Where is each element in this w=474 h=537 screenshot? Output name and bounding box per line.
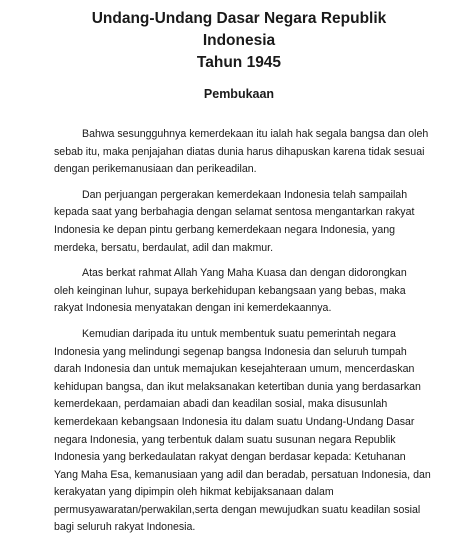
paragraph-line: kerakyatan yang dipimpin oleh hikmat kebijaksanaan dalam [54, 486, 334, 499]
paragraph-line: Indonesia ke depan pintu gerbang kemerdekaan negara Indonesia, yang [54, 223, 396, 236]
paragraph-line: Bahwa sesungguhnya kemerdekaan itu ialah hak segala bangsa dan oleh [82, 128, 429, 140]
paragraph-line: Dan perjuangan pergerakan kemerdekaan Indonesia telah sampailah [82, 188, 408, 201]
paragraph-line: negara Indonesia, yang terbentuk dalam suatu susunan negara Republik [54, 433, 396, 446]
paragraph-line: kehidupan bangsa, dan ikut melaksanakan ketertiban dunia yang berdasarkan [54, 380, 421, 393]
paragraph-line: sebab itu, maka penjajahan diatas dunia harus dihapuskan karena tidak sesuai [54, 145, 425, 158]
paragraph-line: Indonesia yang berkedaulatan rakyat dengan berdasar kepada: Ketuhanan [54, 451, 406, 464]
paragraph-line: Indonesia yang melindungi segenap bangsa Indonesia dan seluruh tumpah [54, 345, 407, 358]
paragraph-line: Kemudian daripada itu untuk membentuk suatu pemerintah negara [82, 327, 396, 340]
paragraph-3 [54, 265, 424, 318]
paragraph-line: oleh keinginan luhur, supaya berkehidupan kebangsaan yang bebas, maka [54, 284, 406, 297]
paragraph-2 [54, 187, 424, 257]
paragraph-line: Yang Maha Esa, kemanusiaan yang adil dan beradab, persatuan Indonesia, dan [54, 468, 431, 481]
title-line-1: Undang-Undang Dasar Negara Republik Indonesia [91, 10, 387, 49]
document-body [54, 126, 431, 537]
paragraph-line: kemerdekaan kebangsaan Indonesia itu dalam suatu Undang-Undang Dasar [54, 415, 415, 428]
paragraph-line: merdeka, bersatu, berdaulat, adil dan makmur. [54, 241, 274, 254]
paragraph-line: Atas berkat rahmat Allah Yang Maha Kuasa dan dengan didorongkan [82, 267, 407, 280]
paragraph-line: dengan perikemanusiaan dan perikeadilan. [54, 163, 257, 176]
document-title [54, 8, 424, 74]
paragraph-line: rakyat Indonesia menyatakan dengan ini kemerdekaannya. [54, 302, 332, 315]
paragraph-line: permusyawaratan/perwakilan,serta dengan mewujudkan suatu keadilan sosial [54, 503, 421, 516]
paragraph-line: bagi seluruh rakyat Indonesia. [54, 521, 196, 534]
paragraph-line: kemerdekaan, perdamaian abadi dan keadilan sosial, maka disusunlah [54, 398, 388, 411]
document-subtitle: Pembukaan [203, 87, 275, 101]
paragraph-line: kepada saat yang berbahagia dengan selamat sentosa mengantarkan rakyat [54, 206, 415, 219]
title-line-2: Tahun 1945 [196, 54, 282, 71]
paragraph-4 [54, 326, 431, 537]
paragraph-1 [54, 126, 429, 179]
paragraph-line: darah Indonesia dan untuk memajukan kesejahteraan umum, mencerdaskan [54, 363, 415, 376]
